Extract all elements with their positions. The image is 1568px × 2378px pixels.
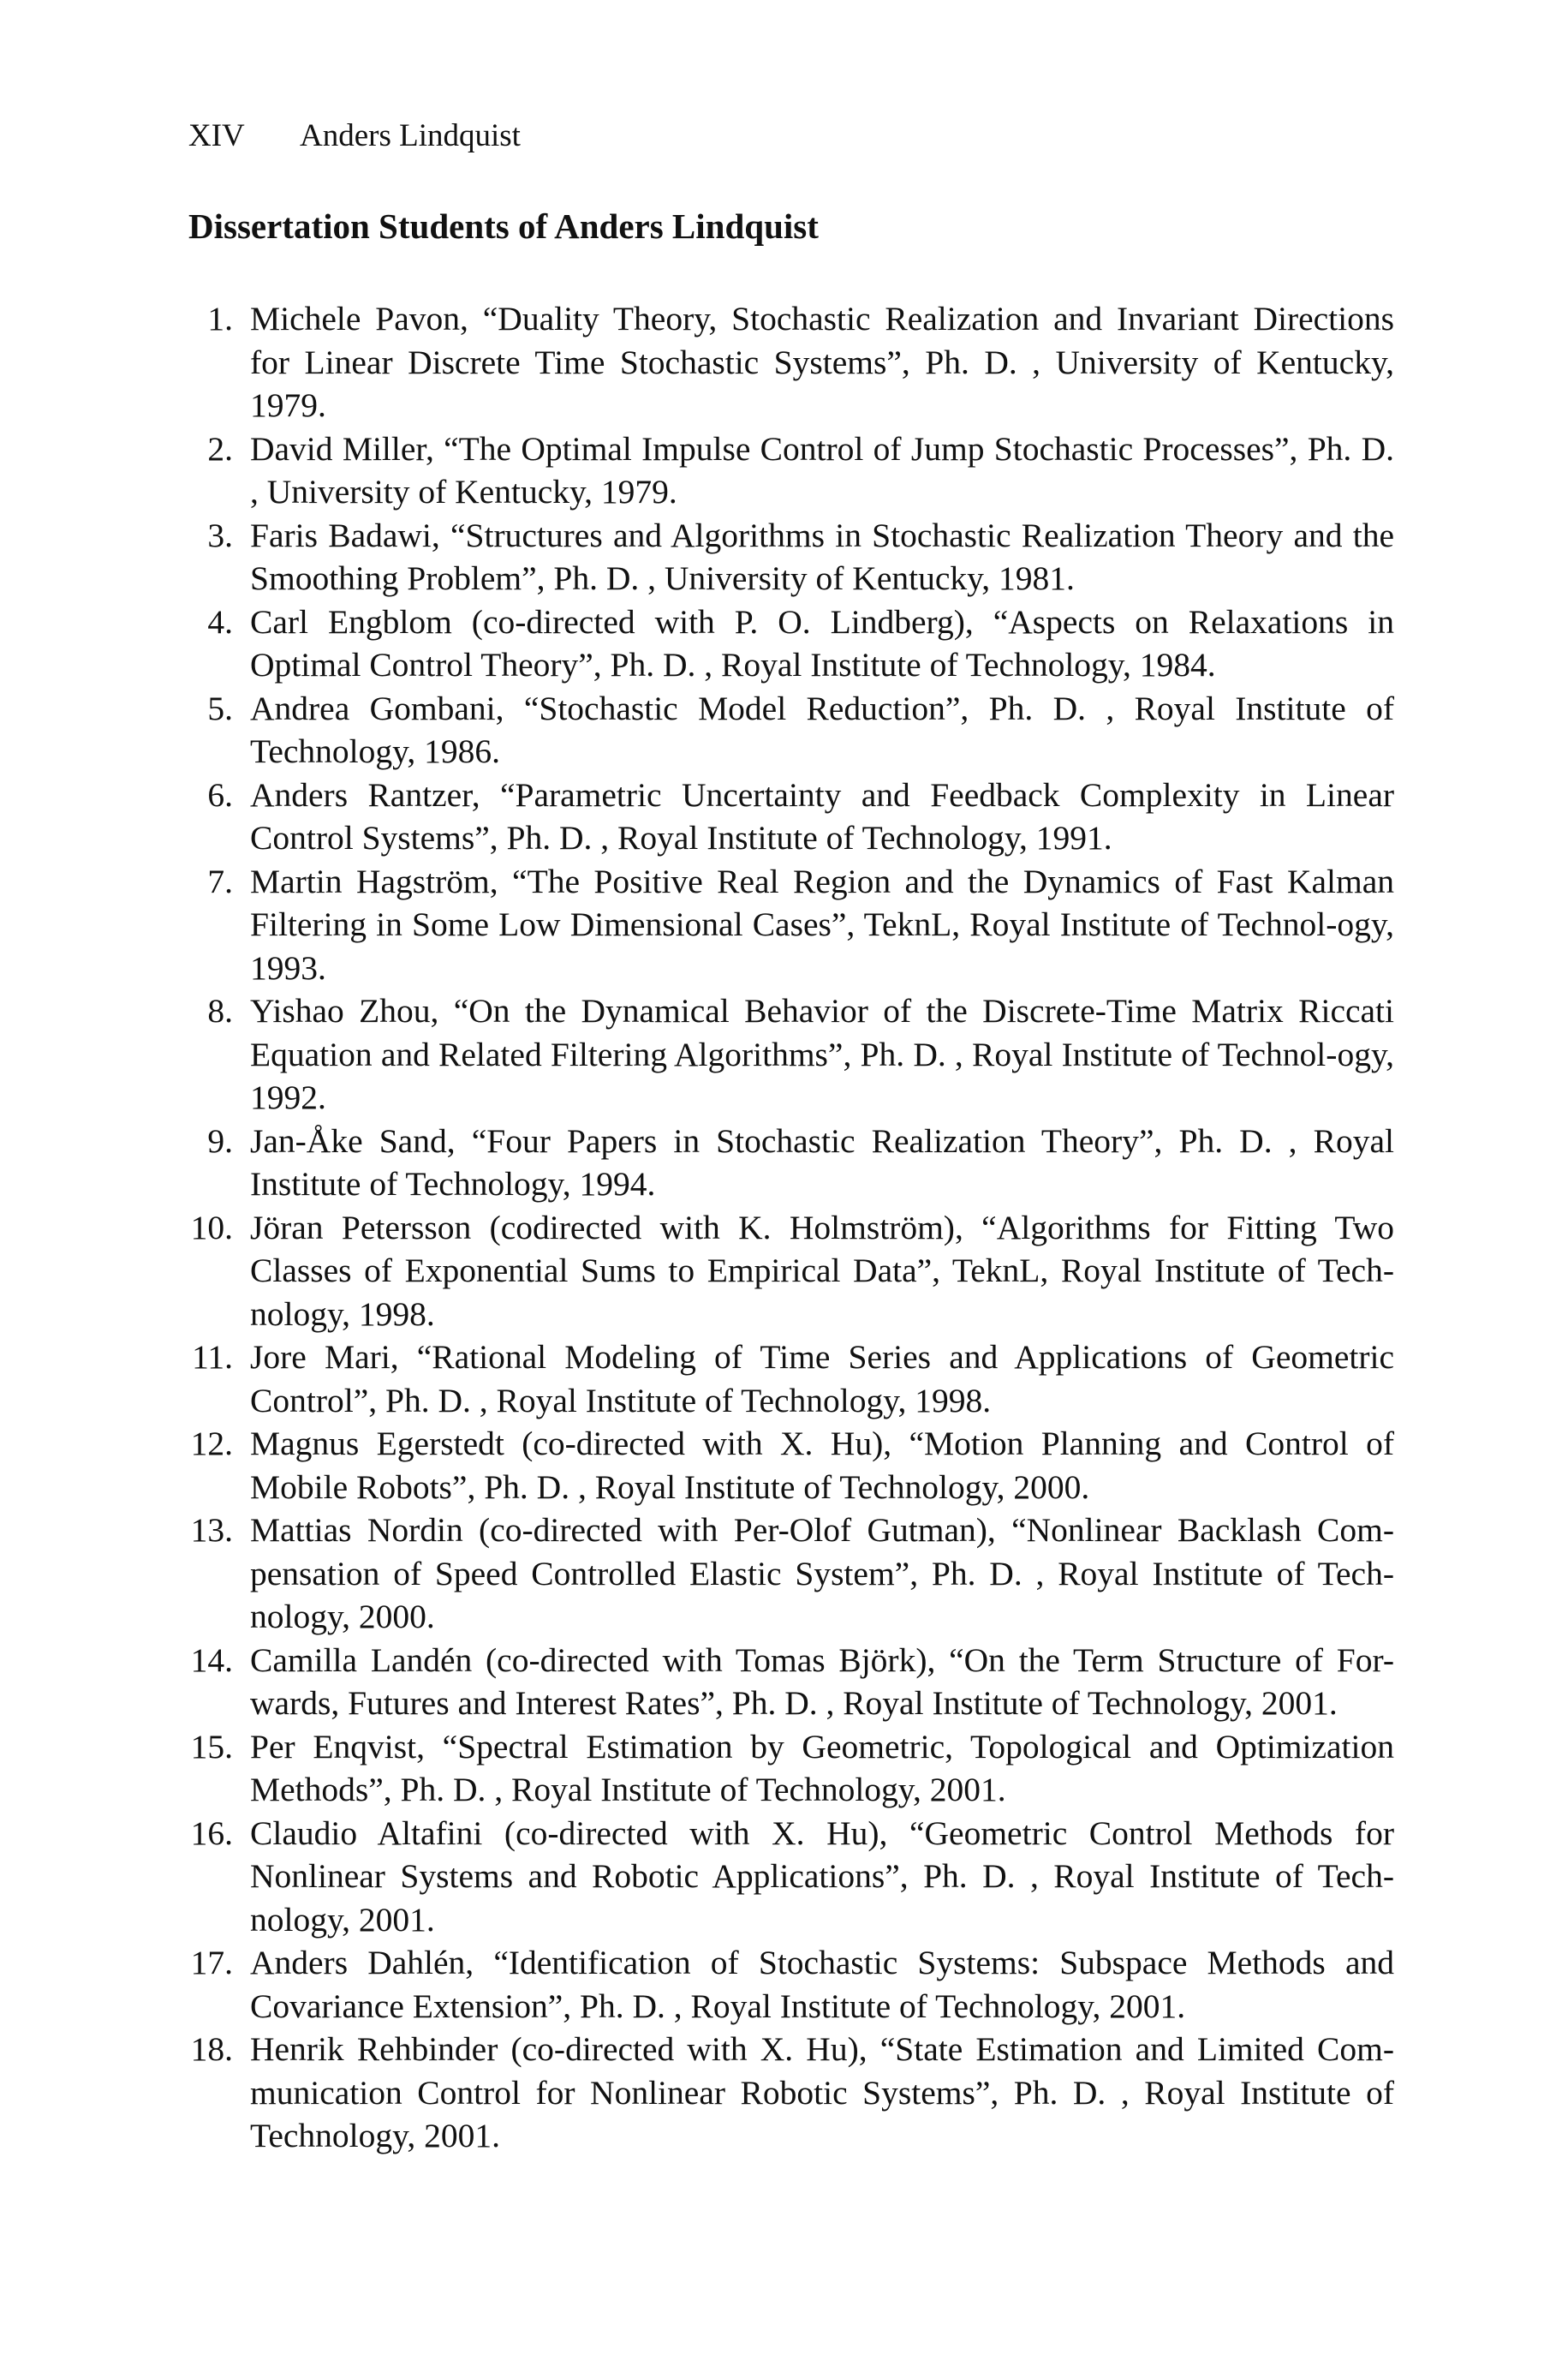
entry-number: 9. [207, 1121, 233, 1160]
entry-text: Faris Badawi, “Structures and Algorithms in Stochastic Realization Theory and the Smoothing Problem”, Ph. D. , University of Kentucky, 1981. [250, 516, 1394, 598]
entry-number: 16. [190, 1813, 233, 1852]
entry-text: Jore Mari, “Rational Modeling of Time Series and Applications of Geometric Control”, Ph. D. , Royal Institute of Technology, 1998. [250, 1338, 1394, 1419]
student-entry-18 [188, 2028, 1394, 2158]
entry-text: Carl Engblom (co-directed with P. O. Lindberg), “Aspects on Relaxations in Optimal Control Theory”, Ph. D. , Royal Institute of Technology, 1984. [250, 602, 1394, 684]
student-entry-17 [188, 1941, 1394, 2028]
entry-text: Per Enqvist, “Spectral Estimation by Geometric, Topological and Optimization Methods”, Ph. D. , Royal Institute of Technology, 2001. [250, 1727, 1394, 1809]
entry-text: Jöran Petersson (codirected with K. Holmström), “Algorithms for Fitting Two Classes of Exponential Sums to Empirical Data”, TeknL, Royal Institute of Tech-nology, 1998. [250, 1208, 1394, 1333]
entry-number: 7. [207, 862, 233, 900]
entry-text: Anders Rantzer, “Parametric Uncertainty and Feedback Complexity in Linear Control Systems”, Ph. D. , Royal Institute of Technology, 1991. [250, 775, 1394, 857]
entry-number: 12. [190, 1425, 233, 1463]
student-entry-11 [188, 1335, 1394, 1422]
student-entry-15 [188, 1725, 1394, 1812]
student-entry-8 [188, 989, 1394, 1120]
section-title: Dissertation Students of Anders Lindquist [188, 206, 819, 246]
entry-number: 14. [190, 1640, 233, 1679]
entry-text: Yishao Zhou, “On the Dynamical Behavior of the Discrete-Time Matrix Riccati Equation and Related Filtering Algorithms”, Ph. D. , Royal Institute of Technol-ogy, 1992. [250, 992, 1394, 1117]
student-entry-5 [188, 687, 1394, 774]
entry-text: Claudio Altafini (co-directed with X. Hu), “Geometric Control Methods for Nonlinear Systems and Robotic Applications”, Ph. D. , Royal Institute of Tech-nology, 2001. [250, 1813, 1394, 1939]
entry-number: 8. [207, 992, 233, 1031]
entry-number: 11. [192, 1338, 233, 1377]
entry-text: Andrea Gombani, “Stochastic Model Reduction”, Ph. D. , Royal Institute of Technology, 1986. [250, 689, 1394, 771]
entry-text: Camilla Landén (co-directed with Tomas Björk), “On the Term Structure of For-wards, Futures and Interest Rates”, Ph. D. , Royal Institute of Technology, 2001. [250, 1640, 1394, 1723]
student-entry-13 [188, 1509, 1394, 1639]
entry-number: 2. [207, 429, 233, 468]
entry-number: 1. [207, 300, 233, 338]
student-entry-2 [188, 427, 1394, 514]
student-entry-9 [188, 1120, 1394, 1206]
entry-number: 5. [207, 689, 233, 727]
entry-number: 18. [190, 2030, 233, 2069]
entry-number: 15. [190, 1727, 233, 1766]
entry-number: 10. [190, 1208, 233, 1246]
entry-text: Henrik Rehbinder (co-directed with X. Hu), “State Estimation and Limited Com-munication Control for Nonlinear Robotic Systems”, Ph. D. , Royal Institute of Technology, 2001. [250, 2030, 1394, 2155]
entry-text: Anders Dahlén, “Identification of Stochastic Systems: Subspace Methods and Covariance Extension”, Ph. D. , Royal Institute of Technology, 2001. [250, 1944, 1394, 2025]
book-page [188, 120, 1394, 2158]
entry-number: 17. [190, 1944, 233, 1982]
student-entry-16 [188, 1812, 1394, 1942]
page-number: XIV [188, 118, 245, 153]
student-entry-10 [188, 1206, 1394, 1336]
entry-text: Jan-Åke Sand, “Four Papers in Stochastic Realization Theory”, Ph. D. , Royal Institute of Technology, 1994. [250, 1121, 1394, 1204]
running-head-author: Anders Lindquist [300, 118, 521, 153]
student-entry-4 [188, 600, 1394, 687]
students-list [188, 297, 1394, 2158]
student-entry-14 [188, 1639, 1394, 1725]
entry-text: David Miller, “The Optimal Impulse Control of Jump Stochastic Processes”, Ph. D. , University of Kentucky, 1979. [250, 429, 1394, 511]
student-entry-6 [188, 774, 1394, 860]
student-entry-12 [188, 1422, 1394, 1509]
entry-text: Magnus Egerstedt (co-directed with X. Hu), “Motion Planning and Control of Mobile Robots”, Ph. D. , Royal Institute of Technology, 2000. [250, 1425, 1394, 1506]
running-head [188, 120, 1394, 163]
entry-number: 13. [190, 1511, 233, 1550]
student-entry-3 [188, 514, 1394, 600]
entry-number: 3. [207, 516, 233, 554]
entry-text: Martin Hagström, “The Positive Real Region and the Dynamics of Fast Kalman Filtering in Some Low Dimensional Cases”, TeknL, Royal Institute of Technol-ogy, 1993. [250, 862, 1394, 987]
student-entry-1 [188, 297, 1394, 427]
student-entry-7 [188, 860, 1394, 990]
entry-text: Michele Pavon, “Duality Theory, Stochastic Realization and Invariant Directions for Linear Discrete Time Stochastic Systems”, Ph. D. , University of Kentucky, 1979. [250, 300, 1394, 425]
entry-text: Mattias Nordin (co-directed with Per-Olof Gutman), “Nonlinear Backlash Com-pensation of Speed Controlled Elastic System”, Ph. D. , Royal Institute of Tech-nology, 2000. [250, 1511, 1394, 1636]
entry-number: 4. [207, 602, 233, 641]
entry-number: 6. [207, 775, 233, 814]
